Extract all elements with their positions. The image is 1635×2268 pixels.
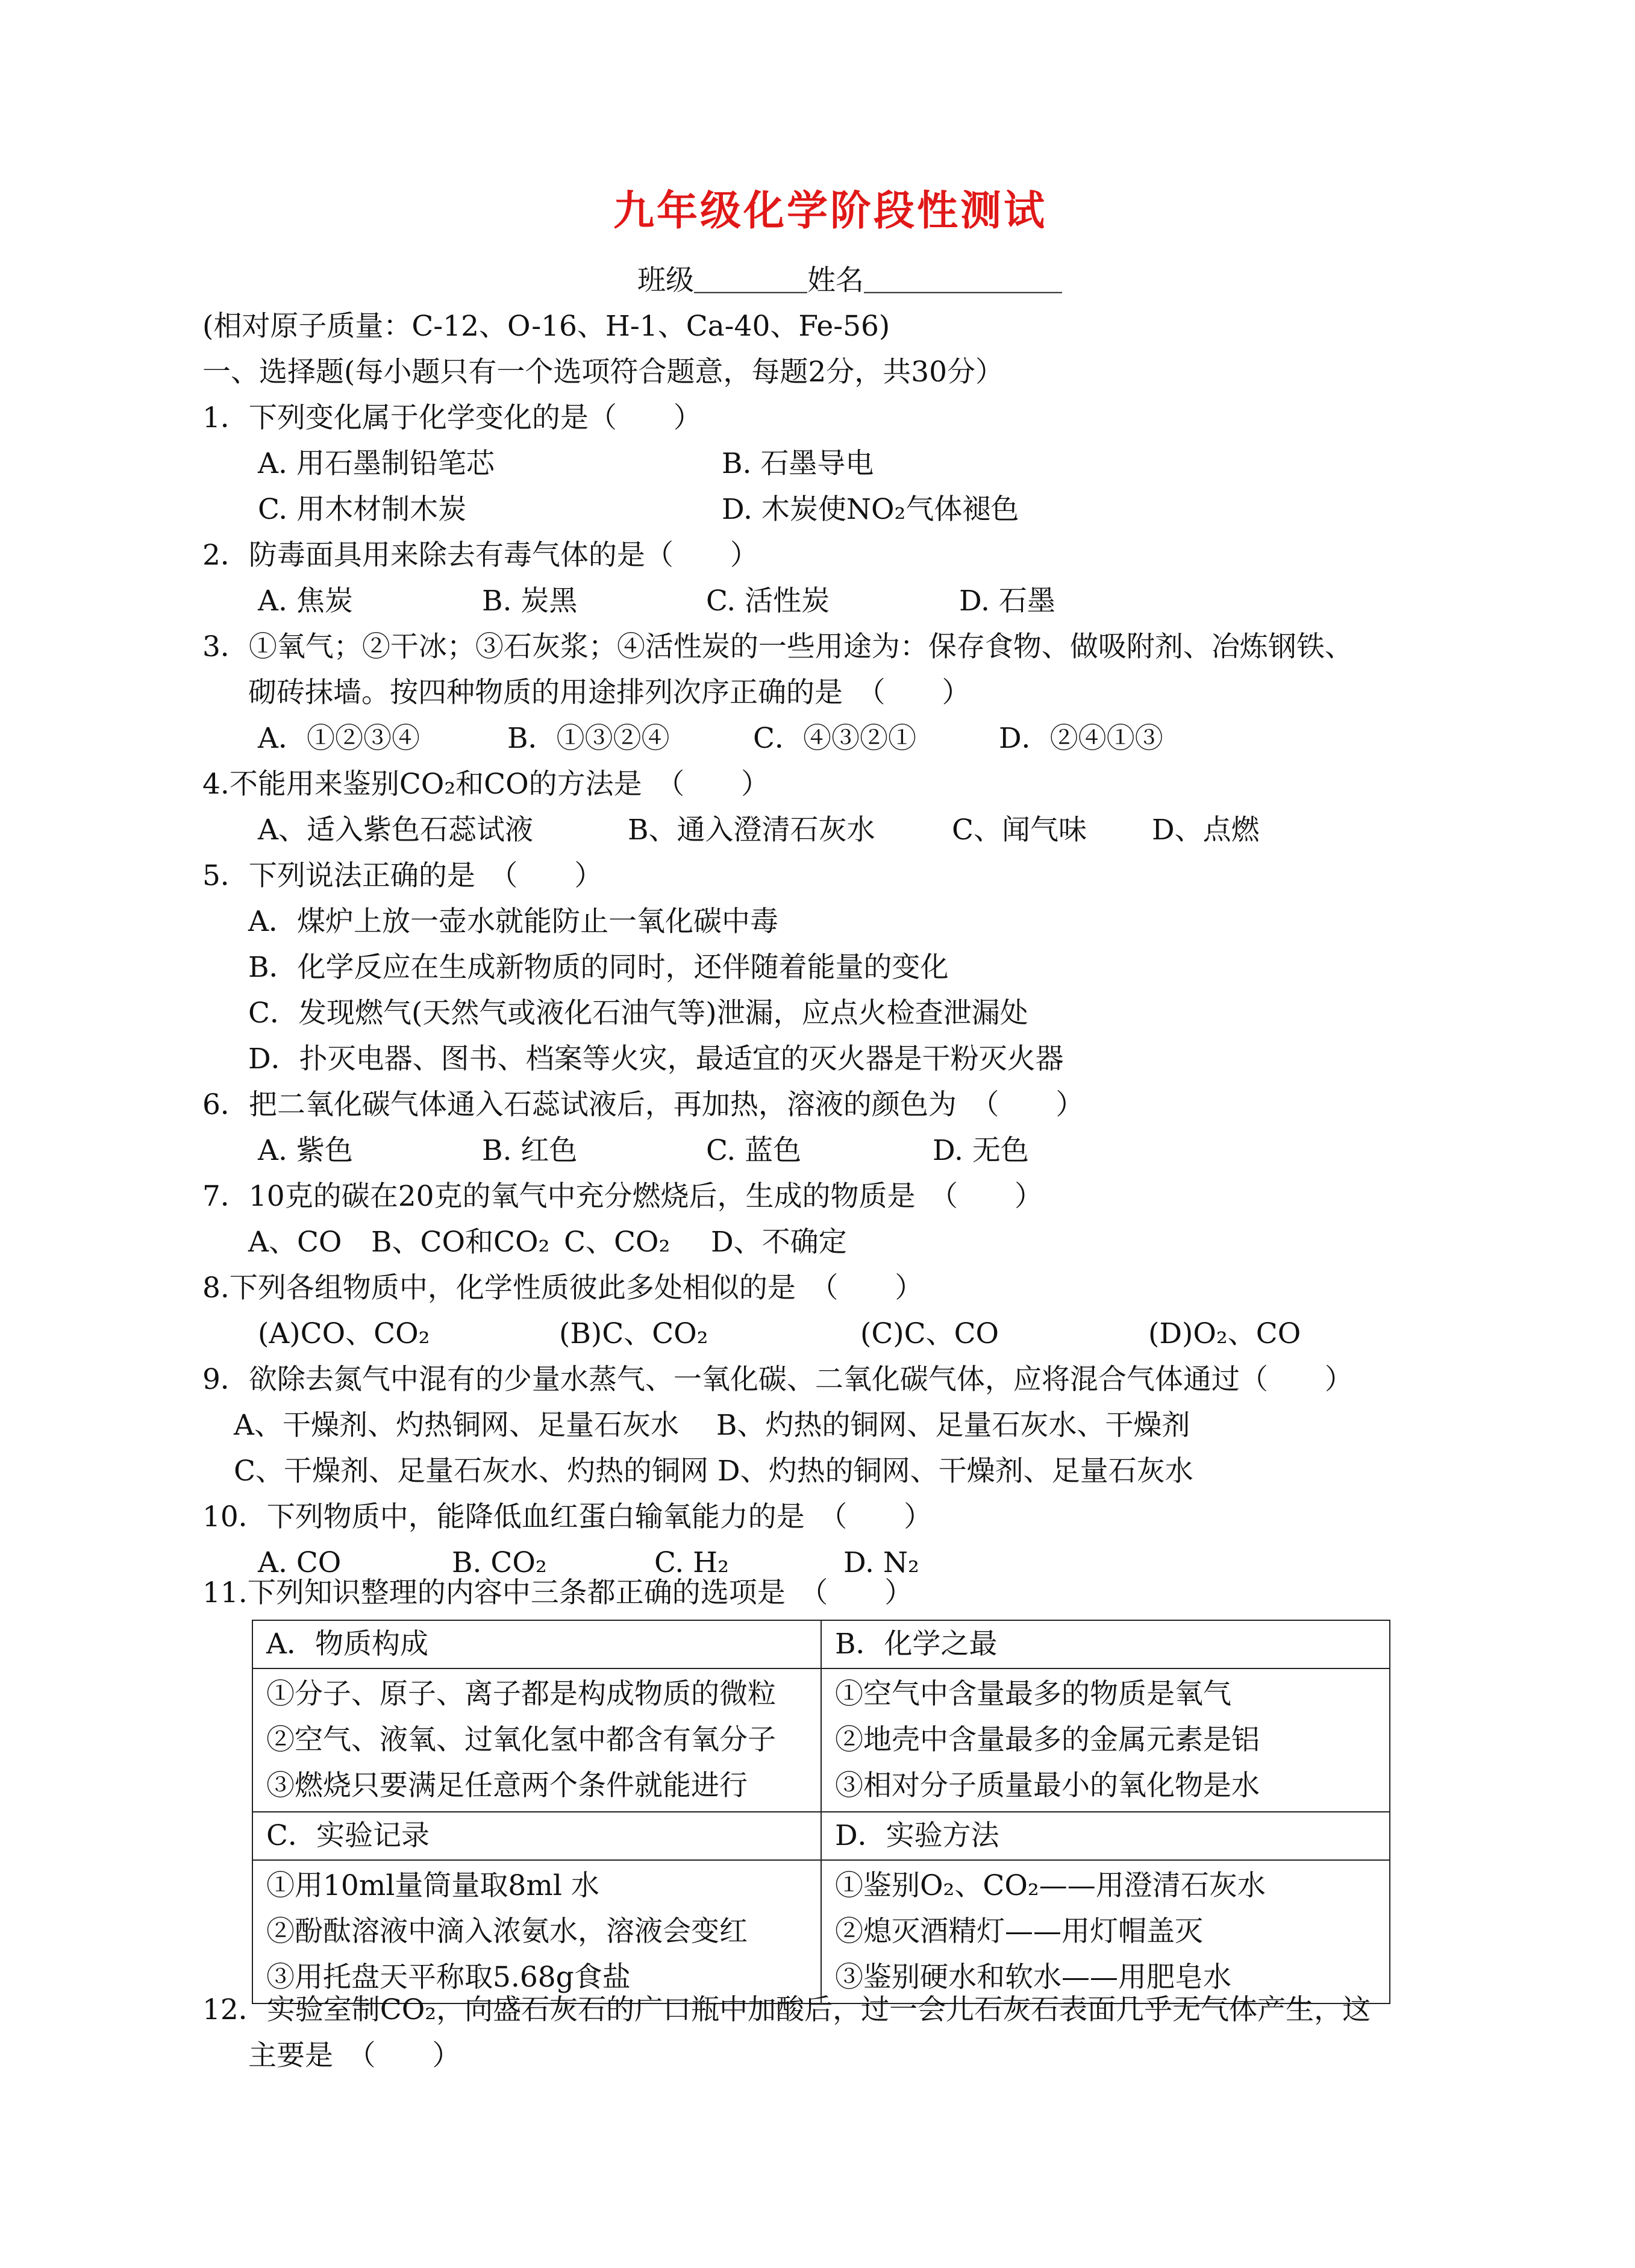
table-line: ①分子、原子、离子都是构成物质的微粒 (266, 1678, 776, 1711)
table-cell-header-c: C．实验记录 (252, 1812, 821, 1860)
option-c: (C)C、CO (860, 1317, 999, 1350)
option-b: B. 石墨导电 (722, 447, 874, 480)
option-d: D、不确定 (711, 1226, 847, 1259)
question-stem: 3．①氧气；②干冰；③石灰浆；④活性炭的一些用途为：保存食物、做吸附剂、冶炼钢铁、 (202, 630, 1353, 663)
question-stem: 9．欲除去氮气中混有的少量水蒸气、一氧化碳、二氧化碳气体，应将混合气体通过（ ） (202, 1363, 1353, 1396)
option-a: A. 紫色 (258, 1134, 353, 1167)
table-line: ②酚酞溶液中滴入浓氨水，溶液会变红 (266, 1915, 748, 1948)
table-line: ①空气中含量最多的物质是氧气 (835, 1678, 1231, 1711)
knowledge-table (252, 1620, 1390, 2004)
option-b: B．①③②④ (507, 722, 670, 755)
question-stem: 6．把二氧化碳气体通入石蕊试液后，再加热，溶液的颜色为 （ ） (202, 1088, 1084, 1121)
option-d: D. 石墨 (959, 584, 1055, 618)
table-cell-header-a: A．物质构成 (252, 1620, 821, 1668)
option-b: B. CO₂ (452, 1546, 547, 1579)
table-line: ①用10ml量筒量取8ml 水 (266, 1869, 599, 1902)
option-d: D．②④①③ (999, 722, 1163, 755)
question-stem: 4.不能用来鉴别CO₂和CO的方法是 （ ） (202, 768, 770, 801)
option-b: B、通入澄清石灰水 (628, 813, 875, 847)
option-b: B．化学反应在生成新物质的同时，还伴随着能量的变化 (248, 951, 949, 984)
table-line: ①鉴别O₂、CO₂——用澄清石灰水 (835, 1869, 1266, 1902)
question-stem: 7．10克的碳在20克的氧气中充分燃烧后，生成的物质是 （ ） (202, 1180, 1043, 1213)
options-a-b: A、干燥剂、灼热铜网、足量石灰水 B、灼热的铜网、足量石灰水、干燥剂 (234, 1409, 1190, 1442)
option-b: B. 红色 (482, 1134, 578, 1167)
option-c: C、闻气味 (952, 813, 1087, 847)
option-d: D. 木炭使NO₂气体褪色 (722, 493, 1019, 526)
table-line: ③燃烧只要满足任意两个条件就能进行 (266, 1769, 748, 1802)
table-cell-header-b: B．化学之最 (821, 1620, 1390, 1668)
table-cell-d (821, 1860, 1390, 2003)
question-stem: 5．下列说法正确的是 （ ） (202, 859, 603, 892)
table-cell-c (252, 1860, 821, 2003)
question-stem-continued: 砌砖抹墙。按四种物质的用途排列次序正确的是 （ ） (248, 676, 971, 709)
option-a: (A)CO、CO₂ (258, 1317, 430, 1350)
question-stem: 12．实验室制CO₂，向盛石灰石的广口瓶中加酸后，过一会儿石灰石表面几乎无气体产生，这 (202, 1993, 1371, 2026)
table-line: ②熄灭酒精灯——用灯帽盖灭 (835, 1915, 1203, 1948)
option-c: C. 蓝色 (706, 1134, 802, 1167)
page-title: 九年级化学阶段性测试 (613, 187, 1048, 235)
option-a: A. CO (258, 1546, 342, 1579)
table-line: ③相对分子质量最小的氧化物是水 (835, 1769, 1260, 1802)
table-cell-b (821, 1668, 1390, 1812)
option-c: C．④③②① (753, 722, 916, 755)
option-c: C. H₂ (654, 1546, 729, 1579)
option-a: A、适入紫色石蕊试液 (258, 813, 533, 847)
option-a: A．①②③④ (258, 722, 420, 755)
option-b: B. 炭黑 (482, 584, 578, 618)
table-line: ②空气、液氧、过氧化氢中都含有氧分子 (266, 1723, 776, 1756)
section-heading: 一、选择题(每小题只有一个选项符合题意，每题2分，共30分） (202, 356, 1004, 389)
table-line: ③鉴别硬水和软水——用肥皂水 (835, 1961, 1231, 1994)
option-a: A．煤炉上放一壶水就能防止一氧化碳中毒 (248, 905, 778, 938)
option-c: C. 活性炭 (706, 584, 830, 618)
class-name-line: 班级＿＿＿＿姓名＿＿＿＿＿＿＿ (637, 264, 1062, 297)
option-b: B、CO和CO₂ (371, 1226, 550, 1259)
option-d: (D)O₂、CO (1148, 1317, 1301, 1350)
table-line: ②地壳中含量最多的金属元素是铝 (835, 1723, 1260, 1756)
option-d: D. N₂ (843, 1546, 919, 1579)
option-a: A. 用石墨制铅笔芯 (258, 447, 495, 480)
question-stem: 8.下列各组物质中，化学性质彼此多处相似的是 （ ） (202, 1271, 924, 1305)
option-c: C、CO₂ (564, 1226, 671, 1259)
option-a: A、CO (248, 1226, 342, 1259)
option-d: D、点燃 (1152, 813, 1260, 847)
question-stem: 10．下列物质中，能降低血红蛋白输氧能力的是 （ ） (202, 1500, 933, 1533)
question-stem: 1．下列变化属于化学变化的是（ ） (202, 401, 702, 434)
options-c-d: C、干燥剂、足量石灰水、灼热的铜网 D、灼热的铜网、干燥剂、足量石灰水 (234, 1455, 1193, 1488)
question-stem: 11.下列知识整理的内容中三条都正确的选项是 （ ） (202, 1576, 913, 1609)
option-c: C. 用木材制木炭 (258, 493, 467, 526)
option-d: D．扑灭电器、图书、档案等火灾，最适宜的灭火器是干粉灭火器 (248, 1042, 1064, 1076)
option-d: D. 无色 (933, 1134, 1029, 1167)
question-stem-continued: 主要是 （ ） (248, 2039, 461, 2072)
question-stem: 2．防毒面具用来除去有毒气体的是（ ） (202, 539, 758, 572)
option-b: (B)C、CO₂ (559, 1317, 708, 1350)
option-c: C．发现燃气(天然气或液化石油气等)泄漏，应点火检查泄漏处 (248, 997, 1028, 1030)
table-cell-header-d: D．实验方法 (821, 1812, 1390, 1860)
table-line: ③用托盘天平称取5.68g食盐 (266, 1961, 631, 1994)
atomic-masses-note: (相对原子质量：C-12、O-16、H-1、Ca-40、Fe-56) (202, 310, 890, 343)
option-a: A. 焦炭 (258, 584, 353, 618)
table-cell-a (252, 1668, 821, 1812)
